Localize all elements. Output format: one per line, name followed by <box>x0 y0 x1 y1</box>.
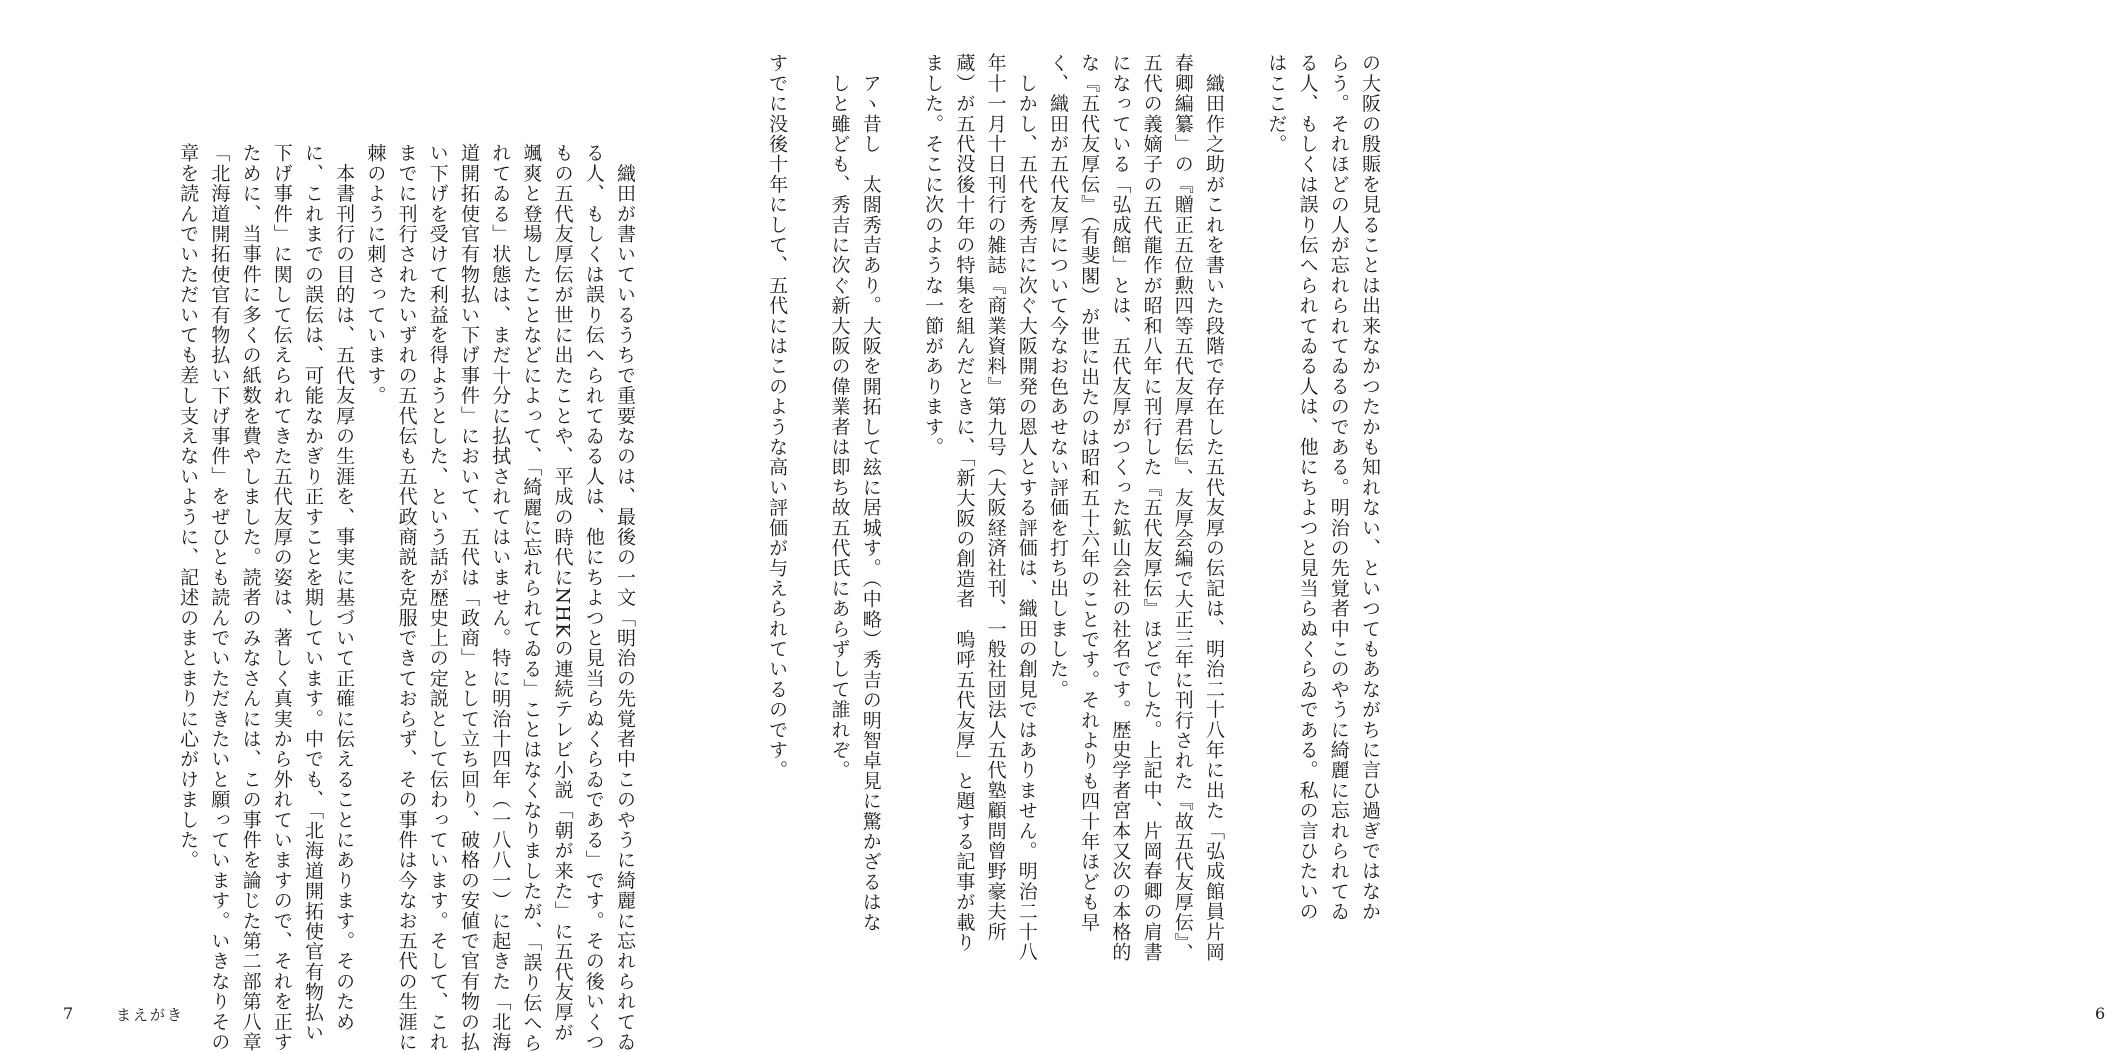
left-page <box>0 0 722 1053</box>
left-page-body-text <box>177 143 640 1053</box>
text-line: に、これまでの誤伝は、可能なかぎり正すことを期しています。中でも、「北海道開拓使官有物払い <box>301 143 324 1043</box>
text-line: 道開拓使官有物払い下げ事件」において、五代は「政商」として立ち回り、破格の安値で官有物の払 <box>457 143 480 1052</box>
text-line: までに刊行されたいずれの五代伝も五代政商説を克服できておらず、その事件は今なお五代の生涯に <box>395 143 418 1052</box>
text-line: 年十一月十日刊行の雑誌『商業資料』第九号（大阪経済社刊、一般社団法人五代塾顧問曾野豪夫所 <box>984 53 1007 942</box>
text-line: しかし、五代を秀吉に次ぐ大阪開発の恩人とする評価は、織田の創見ではありません。明治二十八 <box>1015 53 1038 962</box>
text-line: れてゐる」状態は、まだ十分に払拭されてはいません。特に明治十四年（一八八一）に起きた「北海 <box>489 143 512 1052</box>
text-line: 章を読んでいただいても差し支えないように、記述のまとまりに心がけました。 <box>177 143 200 871</box>
text-line <box>886 53 917 837</box>
text-line: もの五代友厚伝が世に出たことや、平成の時代にNHKの連続テレビ小説「朝が来た」に五代友厚が <box>551 143 574 1043</box>
right-page <box>722 0 2106 1041</box>
text-line: 春卿編纂」の『贈正五位勲四等五代友厚君伝』、友厚会編で大正三年に刊行された『故五代友厚伝』、 <box>1171 53 1194 964</box>
text-line: らう。それほどの人が忘れられてゐるのである。明治の先覚者中このやうに綺麗に忘れられてゐ <box>1327 53 1350 922</box>
text-line: ました。そこに次のような一節があります。 <box>922 53 945 457</box>
text-line <box>792 53 823 837</box>
text-line: ために、当事件に多くの紙数を費やしました。読者のみなさんには、この事件を論じた第二部第八章 <box>239 143 262 1052</box>
text-line: しと雖ども、秀吉に次ぐ新大阪の偉業者は即ち故五代氏にあらずして誰れぞ。 <box>828 53 851 781</box>
text-line: の大阪の殷賑を見ることは出来なかつたかも知れない、といつてもあながちに言ひ過ぎではなか <box>1359 53 1381 922</box>
text-line: 棘のように刺さっています。 <box>364 143 387 406</box>
left-page-number: 7 <box>63 1004 75 1023</box>
text-line: な『五代友厚伝』（有斐閣）が世に出たのは昭和五十六年のことです。それよりも四十年ほども早 <box>1078 53 1101 933</box>
text-line: る人、もしくは誤り伝へられてゐる人は、他にちよつと見当らぬくらゐである。私の言ひたいの <box>1296 53 1319 922</box>
text-line: 織田作之助がこれを書いた段階で存在した五代友厚の伝記は、明治二十八年に出た「弘成館員片岡 <box>1202 53 1225 962</box>
text-line: 下げ事件」に関して伝えられてきた五代友厚の姿は、著しく真実から外れていますので、それを正す <box>270 143 293 1052</box>
text-line: 蔵）が五代没後十年の特集を組んだときに、「新大阪の創造者 嗚呼五代友厚」と題する記事が載り <box>953 53 976 953</box>
text-line: 本書刊行の目的は、五代友厚の生涯を、事実に基づいて正確に伝えることにあります。そのため <box>333 143 356 1032</box>
text-line: アヽ昔し 太閤秀吉あり。大阪を開拓して玆に居城す。（中略）秀吉の明智卓見に驚かざるはな <box>859 53 882 933</box>
text-line: る人、もしくは誤り伝へられてゐる人は、他にちよつと見当らぬくらゐである」です。その後いくつ <box>582 143 605 1052</box>
text-line: 五代の義嫡子の五代龍作が昭和八年に刊行した『五代友厚伝』ほどでした。上記中、片岡春卿の肩書 <box>1140 53 1163 962</box>
text-line: になっている「弘成館」とは、五代友厚がつくった鉱山会社の社名です。歴史学者宮本又次の本格的 <box>1109 53 1132 962</box>
text-line: 織田が書いているうちで重要なのは、最後の一文「明治の先覚者中このやうに綺麗に忘れられてゐ <box>614 143 636 1052</box>
text-line: 颯爽と登場したことなどによって、「綺麗に忘れられてゐる」ことはなくなりましたが、「誤り伝へら <box>520 143 543 1053</box>
text-line: すでに没後十年にして、五代にはこのような高い評価が与えられているのです。 <box>766 53 789 781</box>
right-page-body-text <box>766 53 1385 964</box>
text-line: 「北海道開拓使官有物払い下げ事件」をぜひとも読んでいただきたいと願っています。いきなりその <box>208 143 231 1052</box>
text-line: い下げを受けて利益を得ようとした、という話が歴史上の定説として伝わっています。そして、これ <box>426 143 449 1052</box>
right-page-number: 6 <box>2095 1004 2106 1023</box>
running-head: まえがき <box>116 1006 185 1024</box>
text-line <box>1229 53 1260 837</box>
text-line: はここだ。 <box>1265 53 1288 154</box>
text-line: く、織田が五代友厚について今なお色あせない評価を打ち出しました。 <box>1046 53 1069 700</box>
